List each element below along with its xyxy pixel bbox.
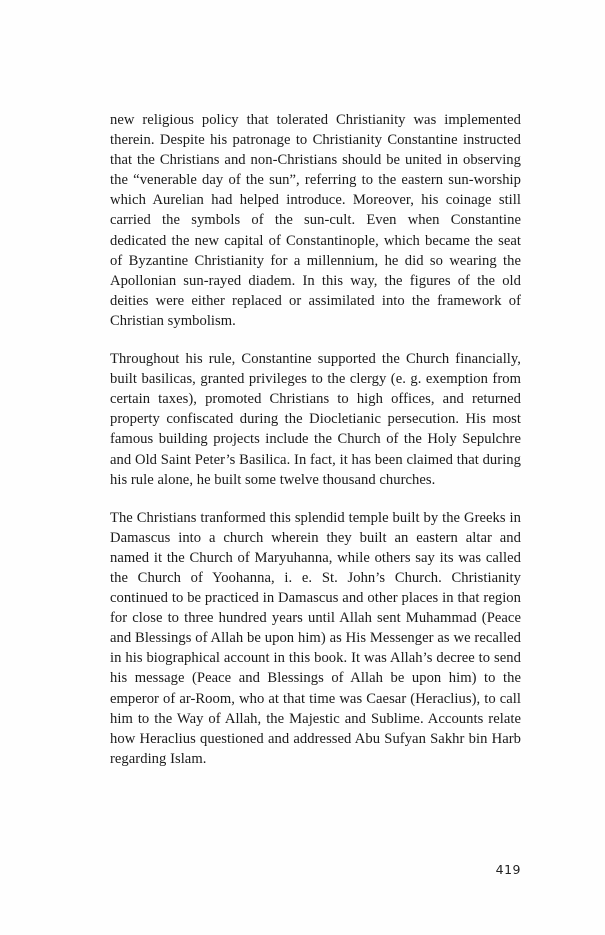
- paragraph-damascus-church: The Christians tranformed this splendid temple built by the Greeks in Damascus into a church wherein they built an eastern altar and named it the Church of Maryuhanna, while others say its was called the Church of Yoohanna, i. e. St. John’s Church. Christianity continued to be practiced in Damascus and other places in that region for close to three hundred years until Allah sent Muhammad (Peace and Blessings of Allah be upon him) as His Messenger as we recalled in his biographical account in this book. It was Allah’s decree to send his message (Peace and Blessings of Allah be upon him) to the emperor of ar-Room, who at that time was Caesar (Heraclius), to call him to the Way of Allah, the Majestic and Sublime. Accounts relate how Heraclius questioned and addressed Abu Sufyan Sakhr bin Harb regarding Islam.: [110, 509, 521, 767]
- page-number: 419: [495, 862, 521, 877]
- paragraph-constantine-sun-cult: new religious policy that tolerated Christianity was implemented therein. Despite his patronage to Christianity Constantine instructed that the Christians and non-Christians should be united in observing the “venerable day of the sun”, referring to the eastern sun-worship which Aurelian had helped introduce. Moreover, his coinage still carried the symbols of the sun-cult. Even when Constantine dedicated the new capital of Constantinople, which became the seat of Byzantine Christianity for a millennium, he did so wearing the Apollonian sun-rayed diadem. In this way, the figures of the old deities were either replaced or assimilated into the framework of Christian symbolism.: [110, 112, 521, 329]
- body-text: [110, 110, 521, 787]
- paragraph-constantine-church-support: Throughout his rule, Constantine supported the Church financially, built basilicas, granted privileges to the clergy (e. g. exemption from certain taxes), promoted Christians to high offices, and returned property confiscated during the Diocletianic persecution. His most famous building projects include the Church of the Holy Sepulchre and Old Saint Peter’s Basilica. In fact, it has been claimed that during his rule alone, he built some twelve thousand churches.: [110, 351, 521, 488]
